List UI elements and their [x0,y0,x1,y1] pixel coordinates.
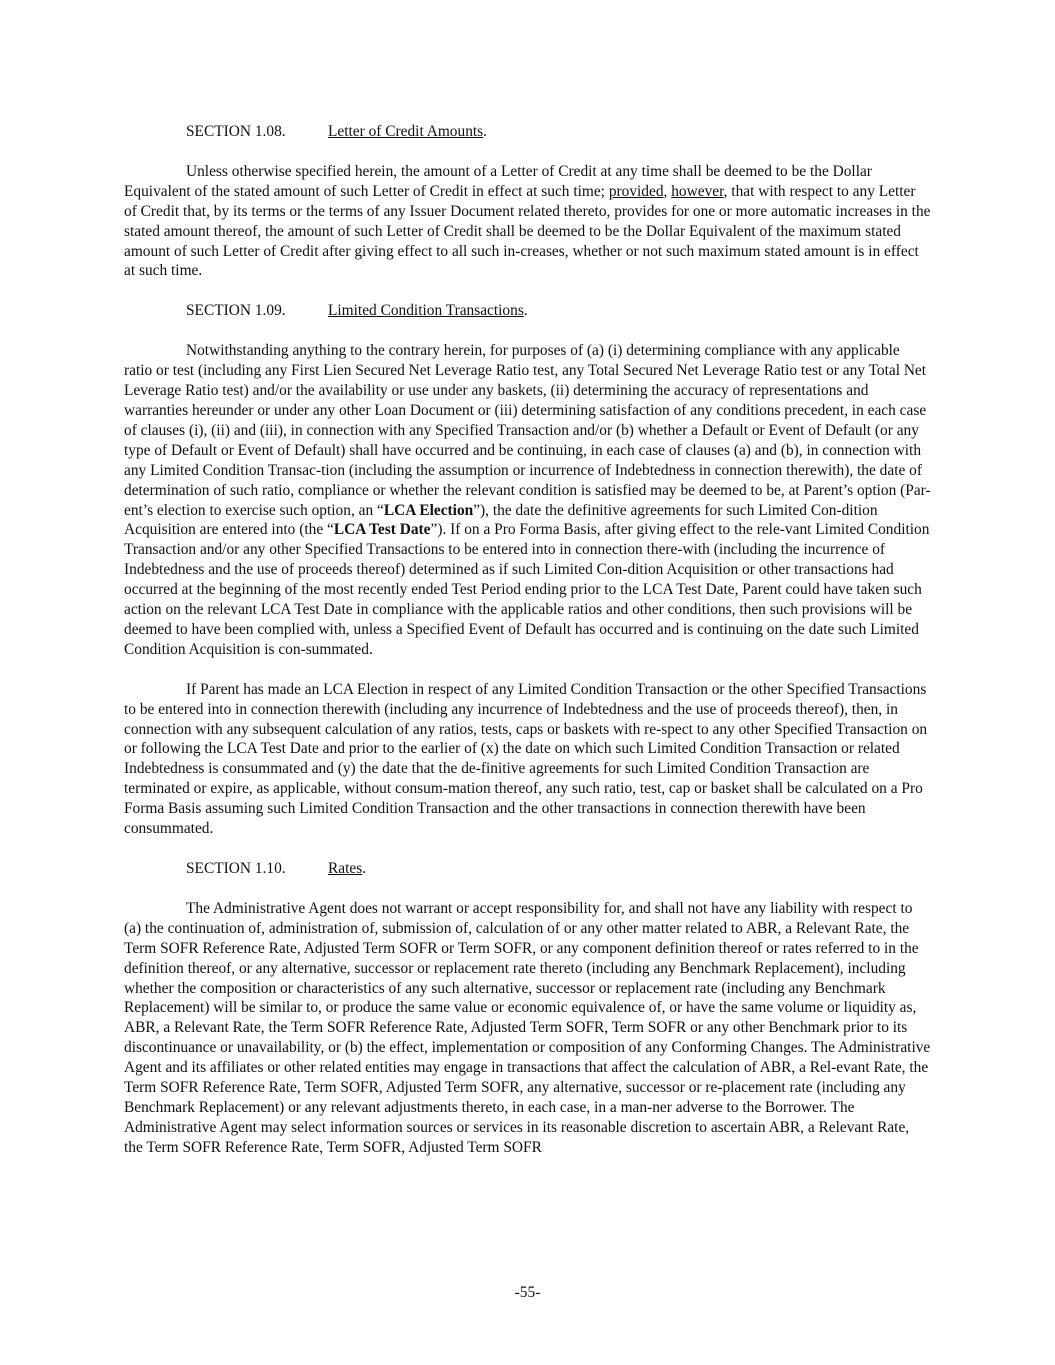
section-title-period: . [362,860,367,877]
section-number: SECTION 1.10. [186,860,286,877]
paragraph-text: Notwithstanding anything to the contrary herein, for purposes of (a) (i) determining compliance with any applicable ratio or test (including any First Lien Secured Net Leverage Ratio test, any Total Secured Net Leverage Ratio test or any Total Net Leverage Ratio test) and/or the availability or use under any baskets, (ii) determining the accuracy of representations and warranties hereunder or under any other Loan Document or (iii) determining satisfaction of any conditions precedent, in each case of clauses (i), (ii) and (iii), in connection with any Specified Transaction and/or (b) whether a Default or Event of Default (or any type of Default or Event of Default) shall have occurred and be continuing, in each case of clauses (a) and (b), in connection with any Limited Condition Transac-tion (including the assumption or incurrence of Indebtedness in connection therewith), the date of determination of such ratio, compliance or whether the relevant condition is satisfied may be deemed to be, at Parent’s option (Par-ent’s election to exercise such option, an “ [124,342,931,519]
paragraph-text: ”). If on a Pro Forma Basis, after giving effect to the rele-vant Limited Condition Transaction and/or any other Specified Transactions to be entered into in connection there-with (including the incurrence of Indebtedness and the use of proceeds thereof) determined as if such Limited Con-dition Acquisition or other transactions had occurred at the beginning of the most recently ended Test Period ending prior to the LCA Test Date, Parent could have taken such action on the relevant LCA Test Date in compliance with the applicable ratios and other conditions, then such provisions will be deemed to have been complied with, unless a Specified Event of Default has occurred and is continuing on the date such Limited Condition Acquisition is con-summated. [124,521,930,658]
paragraph [124,680,931,839]
underlined-term: provided [608,182,664,200]
section-number: SECTION 1.09. [186,302,286,320]
section-title: Rates [328,860,363,877]
paragraph-text: , that with respect to any Letter of Credit that, by its terms or the terms of any Issuer Document related thereto, provides for one or more automatic increases in the stated amount thereof, the amount of such Letter of Credit shall be deemed to be the Dollar Equivalent of the maximum stated amount of such Letter of Credit after giving effect to all such in-creases, whether or not such maximum stated amount is in effect at such time. [124,182,931,280]
paragraph-text: Unless otherwise specified herein, the amount of a Letter of Credit at any time shall be deemed to be the Dollar Equivalent of the stated amount of such Letter of Credit in effect at such time; [124,162,872,200]
section-title: Limited Condition Transactions [328,302,524,320]
paragraph-text: ”), the date the definitive agreements for such Limited Con-dition Acquisition are entered into (the “ [124,501,878,539]
paragraph-text: The Administrative Agent does not warrant or accept responsibility for, and shall not have any liability with respect to (a) the continuation of, administration of, submission of, calculation of or any other matter related to ABR, a Relevant Rate, the Term SOFR Reference Rate, Adjusted Term SOFR or Term SOFR, or any component definition thereof or rates referred to in the definition thereof, or any alternative, successor or replacement rate thereto (including any Benchmark Replacement), including whether the composition or characteristics of any such alternative, successor or replacement rate (including any Benchmark Replacement) will be similar to, or produce the same value or economic equivalence of, or have the same volume or liquidity as, ABR, a Relevant Rate, the Term SOFR Reference Rate, Adjusted Term SOFR, Term SOFR or any other Benchmark prior to its discontinuance or unavailability, or (b) the effect, implementation or composition of any Conforming Changes. The Administrative Agent and its affiliates or other related entities may engage in transactions that affect the calculation of ABR, a Rel-evant Rate, the Term SOFR Reference Rate, Term SOFR, Adjusted Term SOFR, any alternative, successor or re-placement rate (including any Benchmark Replacement) or any relevant adjustments thereto, in each case, in a man-ner adverse to the Borrower. The Administrative Agent may select information sources or services in its reasonable discretion to ascertain ABR, a Relevant Rate, the Term SOFR Reference Rate, Term SOFR, Adjusted Term SOFR [124,899,931,1156]
section-heading-1-08 [124,122,931,142]
section-heading-1-09 [124,301,931,321]
paragraph [124,341,931,660]
paragraph [124,162,931,281]
section-title-period: . [523,302,528,320]
paragraph-text: , [663,182,672,200]
paragraph [124,899,931,1158]
defined-term: LCA Test Date [333,521,431,539]
underlined-term: however [671,182,724,200]
document-page [124,122,931,1178]
page-number: -55- [514,1284,541,1301]
section-title-period: . [483,123,488,140]
defined-term: LCA Election [383,501,474,519]
paragraph-text: If Parent has made an LCA Election in respect of any Limited Condition Transaction or the other Specified Transactions to be entered into in connection therewith (including any incurrence of Indebtedness and the use of proceeds thereof), then, in connection with any subsequent calculation of any ratios, tests, caps or baskets with re-spect to any other Specified Transaction on or following the LCA Test Date and prior to the earlier of (x) the date on which such Limited Condition Transaction or related Indebtedness is consummated and (y) the date that the de-finitive agreements for such Limited Condition Transaction are terminated or expire, as applicable, without consum-mation thereof, any such ratio, test, cap or basket shall be calculated on a Pro Forma Basis assuming such Limited Condition Transaction and the other transactions in connection therewith have been consummated. [124,680,928,838]
section-title: Letter of Credit Amounts [328,123,484,140]
section-heading-1-10 [124,859,931,879]
section-number: SECTION 1.08. [186,123,286,140]
